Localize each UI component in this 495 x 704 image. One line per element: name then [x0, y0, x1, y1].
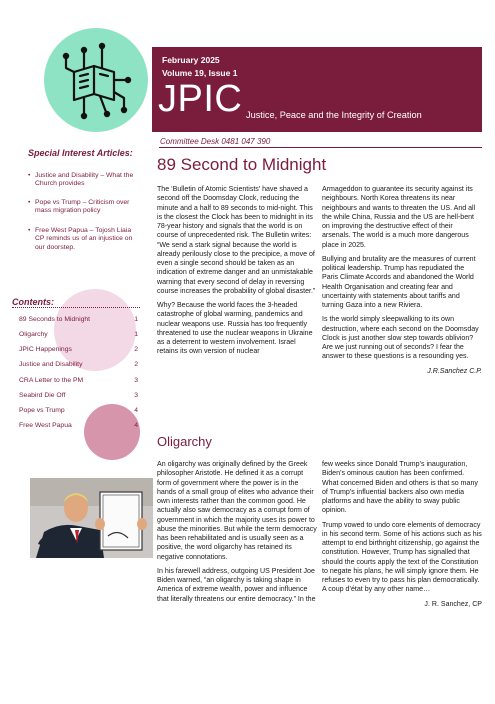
toc-entry[interactable] [19, 406, 140, 415]
masthead-subtitle: Justice, Peace and the Integrity of Creation [246, 110, 422, 120]
toc-entry[interactable] [19, 315, 140, 324]
book-circuit-icon [44, 28, 148, 132]
article-column [157, 460, 317, 609]
toc-page: 3 [134, 392, 138, 399]
toc-page: 2 [134, 361, 138, 368]
paragraph: The ‘Bulletin of Atomic Scientists’ have shaved a second off the Doomsday Clock, reducing the minute and a half to 89 seconds to mid-night. This is the closest the Clock has been to midnight in its 78-year history and signals that the world is on course of unprecedented risk. The Bulletin writes: “We send a stark signal because the world is already perilously close to the precipice, a move of even a single second should be taken as an indication of extreme danger and an unmistakable warning that every second of delay in reversing course increases the probability of global disaster.” [157, 186, 316, 295]
paragraph: Armageddon to guarantee its security against its neighbours. North Korea threatens its near neighbours and wants to threaten the US. And all the while China, Russia and the US are hell-bent on improving the destructive effect of their arsenals. The world is a much more dangerous place in 2025. [322, 186, 476, 249]
toc-page: 4 [134, 422, 138, 429]
article-column [322, 185, 482, 376]
masthead-title: JPIC [158, 78, 243, 120]
toc-title: Free West Papua [19, 422, 72, 429]
toc-entry[interactable] [19, 330, 140, 339]
special-item: • Pope vs Trump – Criticism over mass migration policy [28, 199, 135, 216]
toc-title: Justice and Disability [19, 361, 83, 368]
toc-title: CRA Letter to the PM [19, 377, 84, 384]
toc-entry[interactable] [19, 360, 140, 369]
paragraph: Is the world simply sleepwalking to its own destruction, where each second on the Doomsday Clock is just another slow step towards oblivion? Are we just running out of seconds? I fear the answer to these questions is a resounding yes. [322, 316, 479, 361]
article-column [157, 185, 317, 362]
article-column [322, 460, 482, 609]
toc-entry[interactable] [19, 391, 140, 400]
photo-illustration [30, 478, 153, 558]
special-item: • Free West Papua – Tojosh Liaia CP reminds us of an injustice on our doorstep. [28, 227, 135, 252]
paragraph: few weeks since Donald Trump’s inauguration, Biden’s ominous caution has been confirmed. What concerned Biden and others is that so many of Trump’s influential backers also own media platforms and have the ability to sway public opinion. [322, 461, 478, 515]
contents-heading: Contents: [12, 297, 54, 307]
issue-date: February 2025 [162, 55, 220, 65]
toc-title: Seabird Die Off [19, 392, 66, 399]
toc-entry[interactable] [19, 345, 140, 354]
article-heading: Oligarchy [157, 434, 212, 449]
toc-title: JPIC Happenings [19, 346, 72, 353]
article-signature: J.R.Sanchez C.P. [427, 367, 482, 375]
special-item: • Justice and Disability – What the Church provides [28, 172, 135, 189]
toc-title: Pope vs Trump [19, 407, 65, 414]
toc-page: 1 [134, 331, 138, 338]
committee-contact: Committee Desk 0481 047 390 [160, 137, 271, 146]
paragraph: In his farewell address, outgoing US President Joe Biden warned, “an oligarchy is taking shape in America of extreme wealth, power and influence that literally threatens our entire democracy.” In the [157, 567, 316, 603]
issue-volume: Volume 19, Issue 1 [162, 68, 238, 78]
toc-page: 2 [134, 346, 138, 353]
article-signature: J. R. Sanchez, CP [424, 600, 482, 608]
toc-page: 3 [134, 377, 138, 384]
toc-title: 89 Seconds to Midnight [19, 316, 91, 323]
paragraph: Trump vowed to undo core elements of democracy in his second term. Some of his actions such as his attempt to end birthright citizenship, go against the constitution. However, Trump has signalled that should the courts apply the text of the Constitution to negate his plans, he will simply ignore them. He refuses to even try to pass his plan democratically. A coup d’état by any other name… [322, 521, 482, 594]
special-interest-heading: Special Interest Articles: [28, 148, 133, 158]
toc-entry[interactable] [19, 421, 140, 430]
toc-title: Oligarchy [19, 331, 48, 338]
toc-entry[interactable] [19, 376, 140, 385]
paragraph: Why? Because the world faces the 3-headed catastrophe of global warming, pandemics and nuclear weapons use. Russia has too frequently threatened to use the nuclear weapons in Ukraine as a deterrent to western involvement. Israel retains its own version of nuclear [157, 302, 313, 356]
article-heading: 89 Second to Midnight [157, 155, 327, 174]
toc-page: 1 [134, 316, 138, 323]
article-photo [30, 478, 153, 558]
paragraph: Bullying and brutality are the measures of current political leadership. Trump has repudiated the Paris Climate Accords and abandoned the World Health Organisation and creating fear and uncertainty with statements about tariffs and turning Gaza into a new Riviera. [322, 255, 476, 309]
toc-page: 4 [134, 407, 138, 414]
header-rule [159, 147, 482, 148]
paragraph: An oligarchy was originally defined by the Greek philosopher Aristotle. He defined it as a corrupt form of government where the power is in the hands of a small group of elites who advance their own interests rather than the common good. He actually also saw democracy as a corrupt form of government in which the majority uses its power to abuse the minorities. But while the term democracy has been rehabilitated and is usually seen as a positive, the word oligarchy has retained its negative connotations. [157, 461, 317, 561]
contents-divider [12, 307, 140, 308]
